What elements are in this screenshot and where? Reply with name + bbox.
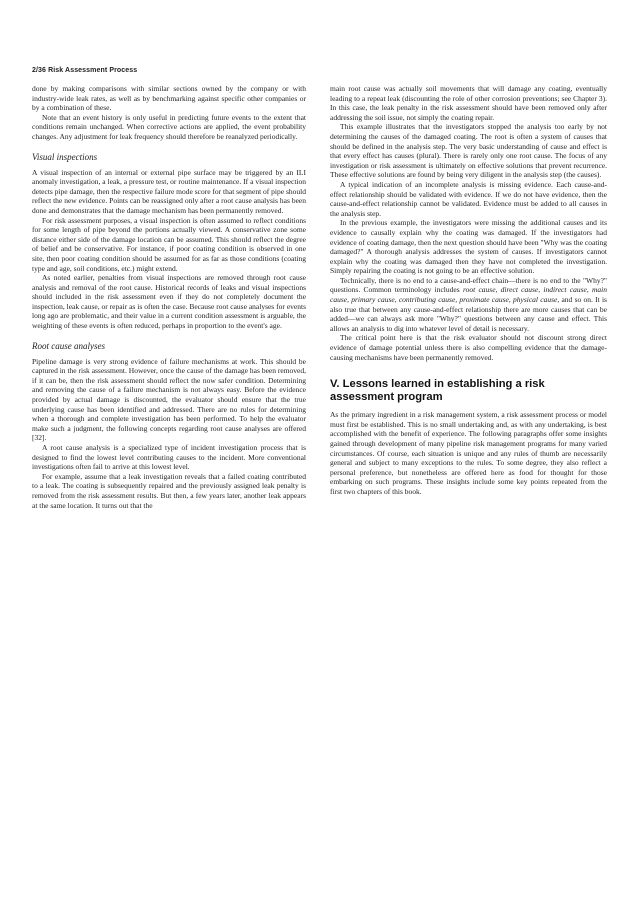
left-column <box>32 84 306 510</box>
paragraph: This example illustrates that the investigators stopped the analysis too early by not determining the causes of the damaged coating. The root is often a system of causes that should be defined in the analysis step. The very basic understanding of cause and effect is that every effect has causes (plural). There is rarely only one root cause. The focus of any investigation or risk assessment is ultimately on effective solutions that prevent recurrence. These effective solutions are found by being very diligent in the analysis step (the causes). <box>330 122 607 180</box>
paragraph: A typical indication of an incomplete analysis is missing evidence. Each cause-and-effect relationship should be validated with evidence. If we do not have evidence, then the cause-and-effect relationship cannot be validated. Evidence must be added to all causes in the analysis step. <box>330 179 607 218</box>
paragraph: main root cause was actually soil movements that will damage any coating, eventually leading to a repeat leak (discounting the role of other corrosion preventions; see Chapter 3). In this case, the leak penalty in the risk assessment should have been removed only after addressing the soil issue, not simply the coating repair. <box>330 84 607 122</box>
paragraph: For example, assume that a leak investigation reveals that a failed coating contributed to a leak. The coating is subsequently repaired and the previously assigned leak penalty is removed from the risk assessment results. But then, a few years later, another leak appears at the same location. It turns out that the <box>32 471 306 510</box>
paragraph <box>330 276 607 334</box>
paragraph: A visual inspection of an internal or external pipe surface may be triggered by an ILI anomaly investigation, a leak, a pressure test, or routine maintenance. If a visual inspection detects pipe damage, then the respective failure mode score for that segment of pipe should reflect the new evidence. Points can be reassigned only after a root cause analysis has been done and demonstrates that the damage mechanism has been permanently removed. <box>32 167 306 215</box>
paragraph: The critical point here is that the risk evaluator should not discount strong direct evidence of damage potential unless there is also compelling evidence that the damage-causing mechanisms have been permanently removed. <box>330 333 607 362</box>
paragraph: As noted earlier, penalties from visual inspections are removed through root cause analysis and removal of the root cause. Historical records of leaks and visual inspections should included in the risk assessment even if they do not completely document the inspection, leak cause, or repair as is often the case. Because root cause analyses for events long ago are problematic, and their value in a current condition assessment is arguable, the weighting of these events is often reduced, perhaps in proportion to the event's age. <box>32 273 306 331</box>
paragraph: done by making comparisons with similar sections owned by the company or with industry-wide leak rates, as well as by benchmarking against specific other companies or by a combination of these. <box>32 84 306 113</box>
text-run: Technically, there is no end to a cause-and-effect chain—there is no end to the "Why?" questions. Common terminology includes <box>330 275 607 295</box>
text-run: and so on. It is also true that between any cause-and-effect relationship there are more causes that can be added—we can always ask more "Why?" questions between any cause and effect. This allows an analysis to dig into whatever level of detail is necessary. <box>330 295 607 333</box>
cause-terminology-list: root cause, direct cause, indirect cause, main cause, primary cause, contributing cause, proximate cause, physical cause, <box>330 285 607 305</box>
paragraph: In the previous example, the investigators were missing the additional causes and its evidence to causally explain why the coating was damaged. If the investigators had evidence of coating damage, then the next question should have been "Why was the coating damaged?" A thorough analysis addresses the system of causes. If investigators cannot explain why the coating was damaged then they have not completed the investigation. Simply repairing the coating is not going to be an effective solution. <box>330 218 607 276</box>
right-column <box>330 84 607 497</box>
paragraph: Pipeline damage is very strong evidence of failure mechanisms at work. This should be captured in the risk assessment. However, once the cause of the damage has been removed, if it can be, then the risk assessment should reflect the now safer condition. Determining and removing the cause of a failure mechanism is not always easy. Before the evidence provided by actual damage is discounted, the evaluator should ensure that the true underlying cause has been identified and addressed. There are no rules for determining when a thorough and complete investigation has been performed. To help the evaluator make such a judgment, the following concepts regarding root cause analyses are offered [32]. <box>32 356 306 443</box>
subheading-visual-inspections: Visual inspections <box>32 151 98 162</box>
paragraph: A root cause analysis is a specialized type of incident investigation process that is designed to find the lowest level contributing causes to the incident. More conventional investigations often fail to arrive at this lowest level. <box>32 443 306 472</box>
subheading-root-cause-analyses: Root cause analyses <box>32 340 105 351</box>
paragraph: As the primary ingredient in a risk management system, a risk assessment process or model must first be established. This is no small undertaking and, as with any undertaking, is best accomplished with the benefit of experience. The following paragraphs offer some insights gained through development of many pipeline risk management programs for many varied circumstances. Of course, each situation is unique and any rules of thumb are necessarily general and subject to many exceptions to the rules. To some degree, they also reflect a personal preference, but nonetheless are offered here as food for thought for those embarking on such programs. These insights include some key points repeated from the first two chapters of this book. <box>330 410 607 496</box>
paragraph: For risk assessment purposes, a visual inspection is often assumed to reflect conditions for some length of pipe beyond the portions actually viewed. A conservative zone some distance either side of the damage location can be assumed. This should reflect the degree of belief and be conservative. For instance, if poor coating condition is observed in one site, then poor coating condition should be assumed for as far as those conditions (coating type and age, soil conditions, etc.) might extend. <box>32 215 306 273</box>
section-heading: V. Lessons learned in establishing a risk assessment program <box>330 378 545 403</box>
running-head: 2/36 Risk Assessment Process <box>32 67 138 74</box>
paragraph: Note that an event history is only useful in predicting future events to the extent that conditions remain unchanged. When corrective actions are applied, the event probability changes. Any adjustment for leak frequency should therefore be reanalyzed periodically. <box>32 112 306 141</box>
